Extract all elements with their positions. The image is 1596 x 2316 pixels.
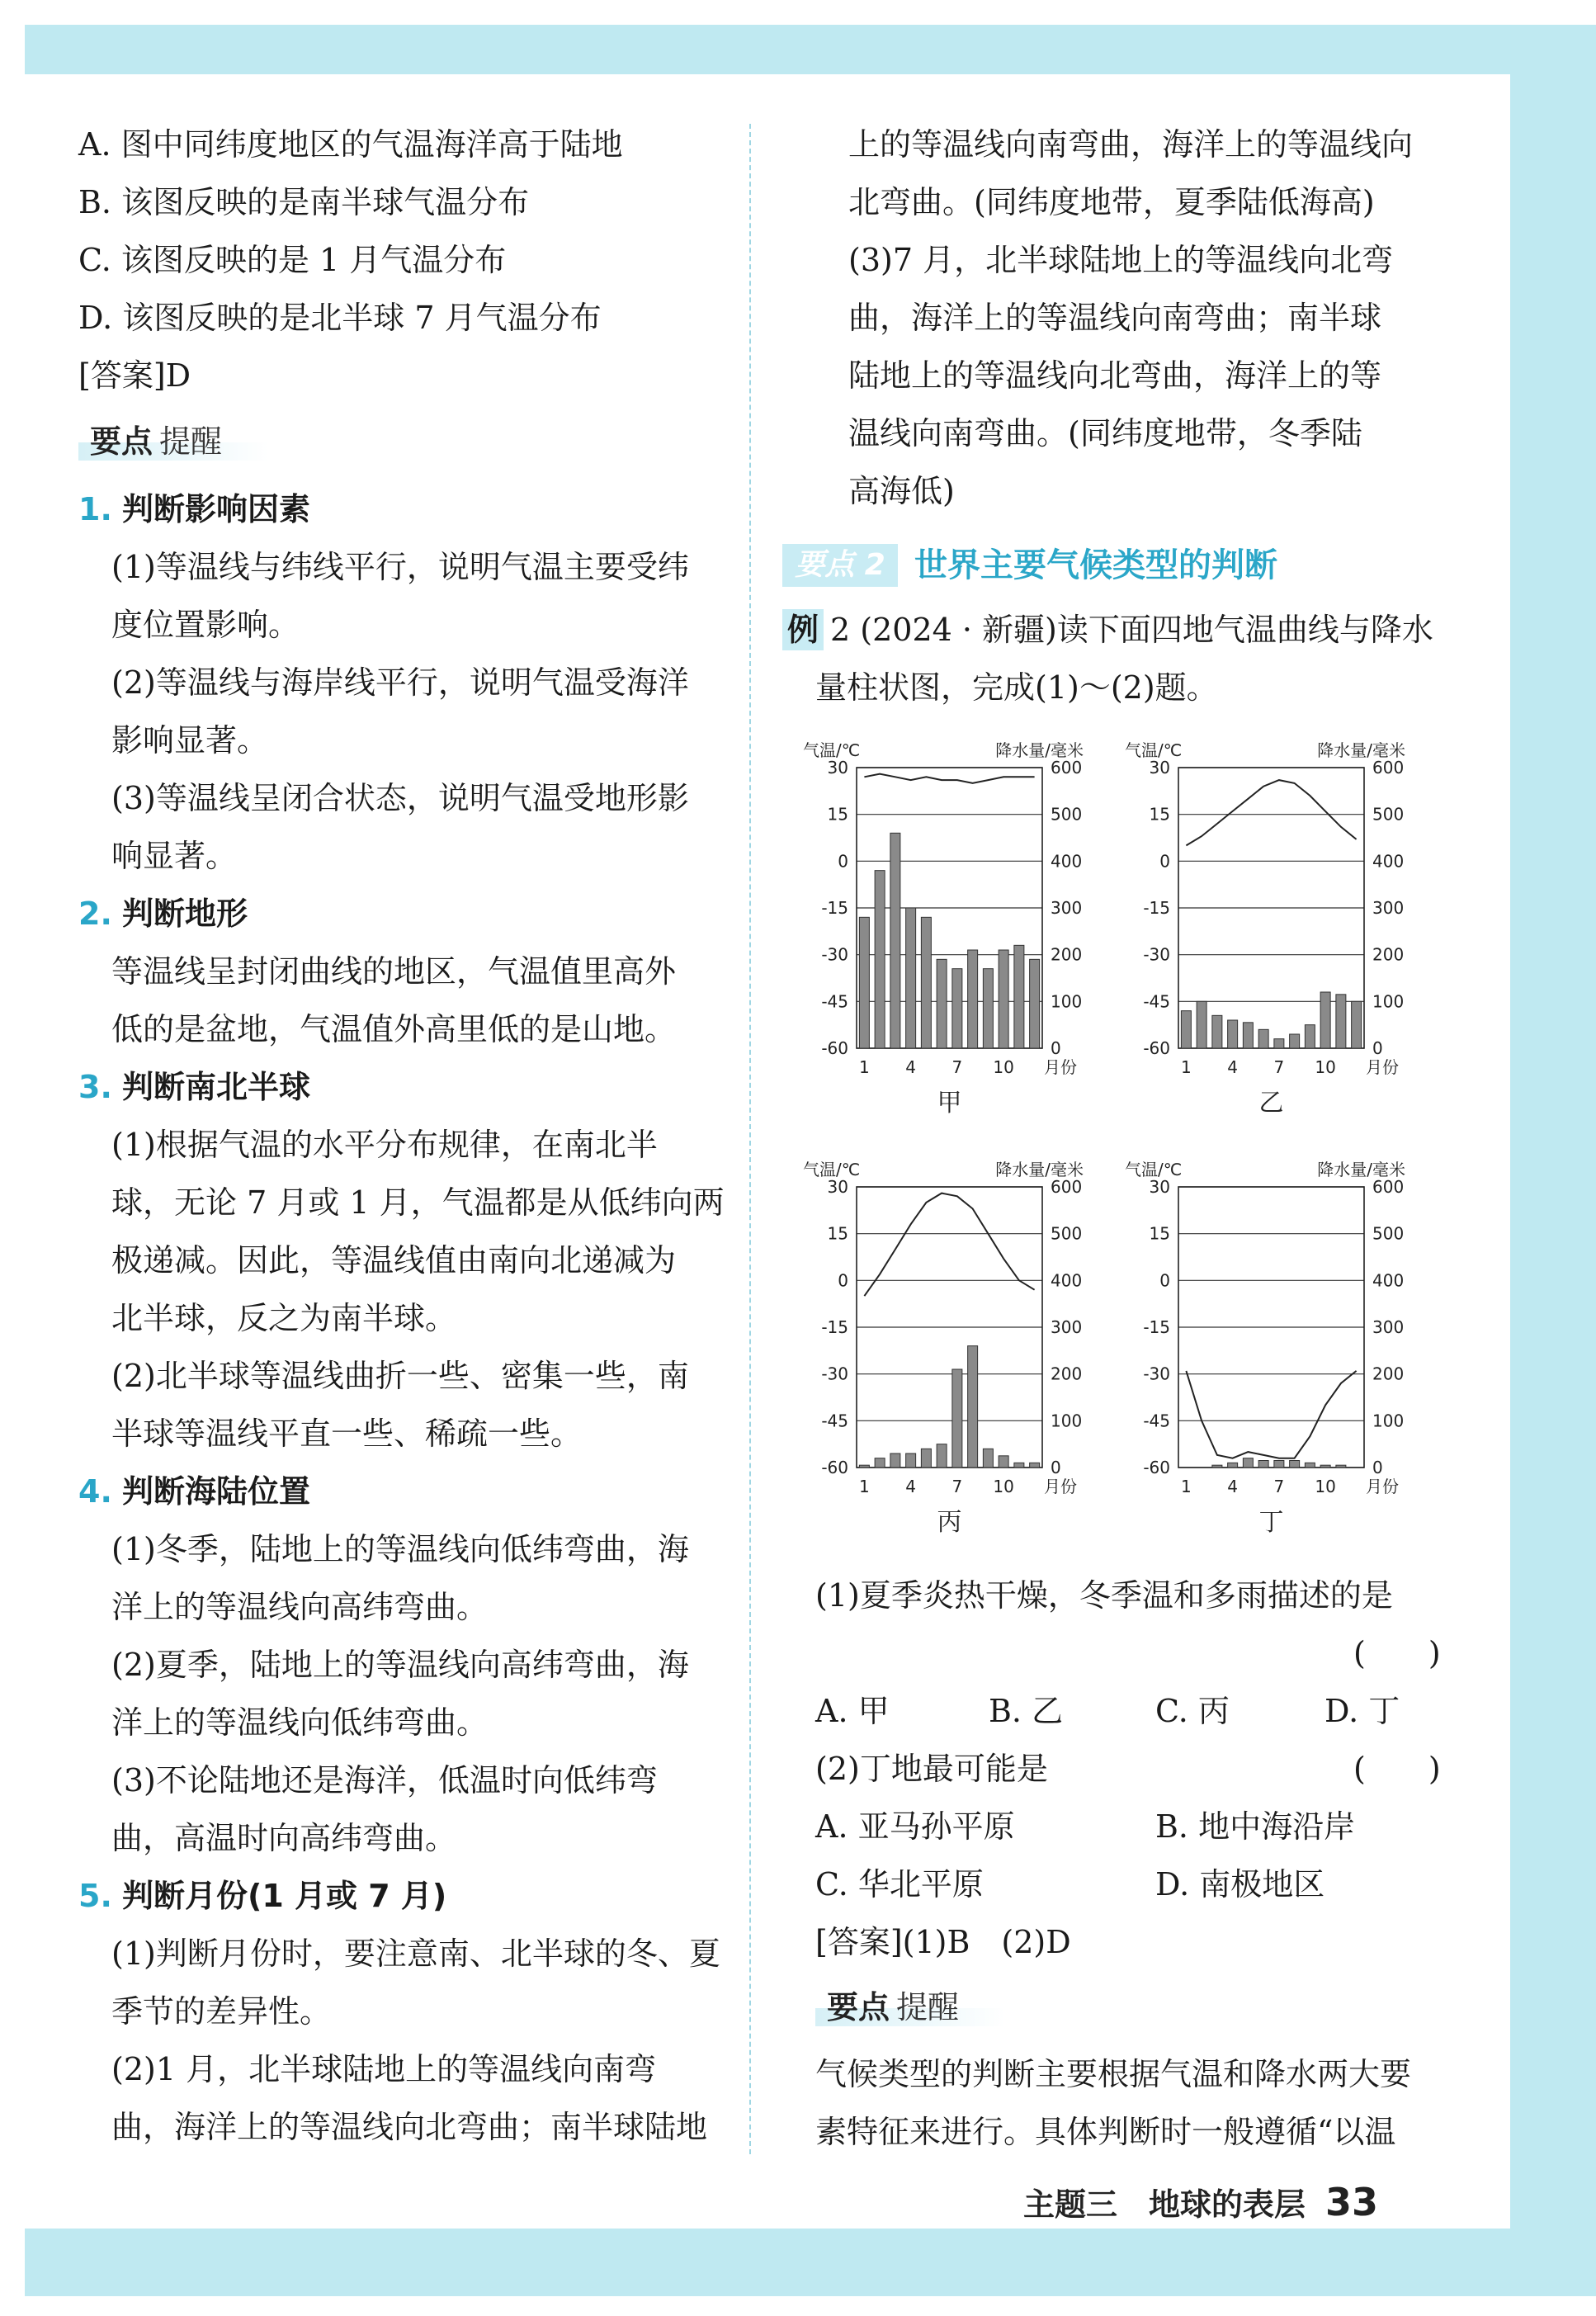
precip-tick-label: 300 bbox=[1051, 898, 1083, 918]
precip-tick-label: 600 bbox=[1372, 1177, 1405, 1197]
precip-tick-label: 500 bbox=[1372, 1223, 1405, 1244]
precip-bar bbox=[999, 950, 1008, 1048]
precip-tick-label: 600 bbox=[1051, 1177, 1083, 1197]
section-heading: 5. 判断月份(1 月或 7 月) bbox=[78, 1878, 447, 1914]
x-tick-label: 7 bbox=[951, 1057, 963, 1077]
precip-bar bbox=[1243, 1458, 1253, 1468]
temp-tick-label: 15 bbox=[1149, 1223, 1170, 1244]
temp-tick-label: -60 bbox=[821, 1038, 848, 1058]
precip-tick-label: 400 bbox=[1051, 851, 1083, 872]
q1-option-d: D. 丁 bbox=[1324, 1693, 1400, 1729]
precip-tick-label: 400 bbox=[1051, 1270, 1083, 1291]
temp-tick-label: 30 bbox=[1149, 758, 1170, 778]
temperature-curve bbox=[1186, 1371, 1356, 1458]
precip-bar bbox=[1352, 1001, 1362, 1048]
temp-tick-label: 30 bbox=[1149, 1177, 1170, 1197]
precip-tick-label: 200 bbox=[1051, 944, 1083, 965]
precip-bar bbox=[921, 1449, 931, 1468]
right-line: 温线向南弯曲。(同纬度地带，冬季陆 bbox=[848, 415, 1362, 451]
x-tick-label: 10 bbox=[1315, 1057, 1336, 1077]
precip-bar bbox=[1274, 1461, 1284, 1468]
q2-option-d: D. 南极地区 bbox=[1155, 1866, 1325, 1902]
x-tick-label: 7 bbox=[1273, 1477, 1285, 1496]
x-tick-label: 7 bbox=[951, 1477, 963, 1496]
precip-tick-label: 0 bbox=[1051, 1458, 1061, 1477]
key-point-2-header bbox=[782, 541, 1500, 590]
temp-tick-label: 15 bbox=[827, 1223, 848, 1244]
precip-tick-label: 100 bbox=[1051, 1411, 1083, 1431]
answer-right: [答案](1)B (2)D bbox=[815, 1924, 1071, 1960]
section-heading: 2. 判断地形 bbox=[78, 896, 248, 932]
temp-tick-label: 0 bbox=[1159, 851, 1170, 872]
precip-bar bbox=[1014, 945, 1024, 1048]
temp-tick-label: -30 bbox=[1143, 944, 1170, 965]
page-number: 33 bbox=[1325, 2180, 1379, 2224]
x-tick-label: 1 bbox=[1181, 1057, 1192, 1077]
chart-title: 丙 bbox=[937, 1508, 962, 1537]
precip-bar bbox=[875, 1458, 885, 1468]
section-line: 洋上的等温线向低纬弯曲。 bbox=[111, 1704, 489, 1741]
x-tick-label: 1 bbox=[859, 1057, 870, 1077]
precip-bar bbox=[859, 917, 869, 1048]
answer-text: [答案]D bbox=[78, 357, 191, 394]
precip-bar bbox=[1014, 1463, 1024, 1468]
page-border-bottom bbox=[0, 2296, 1596, 2316]
footer-title: 主题三 地球的表层 bbox=[1023, 2186, 1306, 2223]
temperature-curve bbox=[864, 774, 1034, 783]
section-heading: 4. 判断海陆位置 bbox=[78, 1473, 310, 1510]
precip-bar bbox=[1336, 995, 1346, 1048]
precip-bar bbox=[1212, 1015, 1222, 1048]
temp-tick-label: -30 bbox=[1143, 1364, 1170, 1384]
section-line: (2)等温线与海岸线平行，说明气温受海洋 bbox=[111, 664, 689, 701]
section-line: 季节的差异性。 bbox=[111, 1993, 332, 2030]
temp-tick-label: -60 bbox=[821, 1458, 848, 1477]
section-line: (1)判断月份时，要注意南、北半球的冬、夏 bbox=[111, 1936, 720, 1972]
temp-axis-title: 气温/℃ bbox=[1125, 740, 1183, 760]
precip-axis-title: 降水量/毫米 bbox=[1317, 740, 1405, 760]
temp-tick-label: -45 bbox=[1143, 991, 1170, 1012]
section-line: (1)等温线与纬线平行，说明气温主要受纬 bbox=[111, 549, 689, 585]
precip-bar bbox=[859, 1465, 869, 1468]
right-line: 高海低) bbox=[848, 473, 955, 509]
precip-tick-label: 300 bbox=[1372, 898, 1405, 918]
precip-tick-label: 200 bbox=[1372, 1364, 1405, 1384]
precip-bar bbox=[1258, 1029, 1268, 1048]
section-line: 等温线呈封闭曲线的地区，气温值里高外 bbox=[111, 953, 677, 990]
section-line: 响显著。 bbox=[111, 838, 238, 874]
x-axis-title: 月份 bbox=[1044, 1477, 1077, 1496]
example-badge: 例 bbox=[782, 609, 824, 650]
section-line: 北半球，反之为南半球。 bbox=[111, 1300, 457, 1336]
temp-axis-title: 气温/℃ bbox=[1125, 1160, 1183, 1179]
x-tick-label: 1 bbox=[1181, 1477, 1192, 1496]
temp-tick-label: 0 bbox=[1159, 1270, 1170, 1291]
x-tick-label: 4 bbox=[1227, 1477, 1238, 1496]
q2-option-a: A. 亚马孙平原 bbox=[815, 1808, 1015, 1845]
example-line-1: 例 2 (2024 · 新疆)读下面四地气温曲线与降水 bbox=[782, 609, 1433, 650]
precip-bar bbox=[952, 1369, 962, 1468]
precip-bar bbox=[1320, 992, 1330, 1048]
right-line: (3)7 月，北半球陆地上的等温线向北弯 bbox=[848, 242, 1394, 278]
tip-badge-left bbox=[78, 419, 268, 464]
tip-light: 提醒 bbox=[896, 1989, 960, 2025]
temp-axis-title: 气温/℃ bbox=[803, 1160, 861, 1179]
right-bottom-line: 素特征来进行。具体判断时一般遵循“以温 bbox=[815, 2114, 1396, 2150]
climate-charts bbox=[799, 735, 1443, 1552]
x-tick-label: 7 bbox=[1273, 1057, 1285, 1077]
temp-tick-label: -45 bbox=[1143, 1411, 1170, 1431]
q2-option-c: C. 华北平原 bbox=[815, 1866, 984, 1902]
precip-bar bbox=[983, 969, 993, 1048]
precip-bar bbox=[983, 1449, 993, 1468]
precip-tick-label: 400 bbox=[1372, 851, 1405, 872]
question-1: (1)夏季炎热干燥，冬季温和多雨描述的是 bbox=[815, 1577, 1393, 1614]
page-border-left bbox=[0, 0, 25, 2316]
tip-badge-right bbox=[815, 1985, 1005, 2030]
tip-light: 提醒 bbox=[159, 423, 223, 460]
precip-tick-label: 100 bbox=[1051, 991, 1083, 1012]
temp-tick-label: -30 bbox=[821, 944, 848, 965]
precip-bar bbox=[1197, 1001, 1206, 1048]
q1-option-a: A. 甲 bbox=[815, 1693, 890, 1729]
question-1-paren: ( ) bbox=[1353, 1635, 1441, 1671]
precip-bar bbox=[1228, 1020, 1238, 1048]
precip-bar bbox=[1243, 1023, 1253, 1048]
temperature-curve bbox=[1186, 780, 1356, 845]
precip-bar bbox=[1290, 1034, 1300, 1048]
section-heading: 3. 判断南北半球 bbox=[78, 1069, 310, 1105]
tip-bold: 要点 bbox=[827, 1989, 890, 2025]
temp-axis-title: 气温/℃ bbox=[803, 740, 861, 760]
option-d: D. 该图反映的是北半球 7 月气温分布 bbox=[78, 300, 602, 336]
x-tick-label: 10 bbox=[993, 1057, 1014, 1077]
precip-tick-label: 300 bbox=[1051, 1317, 1083, 1337]
x-axis-title: 月份 bbox=[1366, 1477, 1399, 1496]
section-line: 影响显著。 bbox=[111, 722, 269, 759]
precip-axis-title: 降水量/毫米 bbox=[995, 740, 1084, 760]
temp-tick-label: 15 bbox=[827, 804, 848, 825]
section-line: 半球等温线平直一些、稀疏一些。 bbox=[111, 1416, 583, 1452]
page-footer bbox=[1023, 2177, 1378, 2229]
x-tick-label: 4 bbox=[905, 1057, 916, 1077]
right-line: 北弯曲。(同纬度地带，夏季陆低海高) bbox=[848, 184, 1375, 220]
tip-bold: 要点 bbox=[90, 423, 153, 460]
chart-title: 甲 bbox=[937, 1089, 962, 1118]
precip-tick-label: 0 bbox=[1051, 1038, 1061, 1058]
question-2-paren: ( ) bbox=[1353, 1751, 1441, 1787]
precip-bar bbox=[906, 1453, 916, 1468]
temp-tick-label: 0 bbox=[838, 1270, 848, 1291]
key-point-title: 世界主要气候类型的判断 bbox=[914, 546, 1277, 584]
precip-bar bbox=[921, 917, 931, 1048]
precip-bar bbox=[968, 950, 978, 1048]
precip-bar bbox=[1030, 1463, 1040, 1468]
precip-bar bbox=[890, 833, 900, 1048]
x-axis-title: 月份 bbox=[1044, 1057, 1077, 1077]
column-divider bbox=[749, 124, 751, 2154]
precip-axis-title: 降水量/毫米 bbox=[1317, 1160, 1405, 1179]
temp-tick-label: -60 bbox=[1143, 1458, 1170, 1477]
section-line: 曲，高温时向高纬弯曲。 bbox=[111, 1820, 457, 1856]
temp-tick-label: 30 bbox=[827, 1177, 848, 1197]
precip-tick-label: 500 bbox=[1051, 1223, 1083, 1244]
precip-bar bbox=[1228, 1463, 1238, 1468]
section-heading: 1. 判断影响因素 bbox=[78, 491, 310, 527]
right-line: 陆地上的等温线向北弯曲，海洋上的等 bbox=[848, 357, 1382, 394]
option-a: A. 图中同纬度地区的气温海洋高于陆地 bbox=[78, 126, 623, 163]
temp-tick-label: -60 bbox=[1143, 1038, 1170, 1058]
page-border-top bbox=[0, 0, 1596, 25]
key-point-tag: 要点 2 bbox=[782, 544, 898, 587]
temp-tick-label: 0 bbox=[838, 851, 848, 872]
precip-tick-label: 400 bbox=[1372, 1270, 1405, 1291]
x-tick-label: 10 bbox=[1315, 1477, 1336, 1496]
precip-tick-label: 500 bbox=[1372, 804, 1405, 825]
section-line: 度位置影响。 bbox=[111, 607, 300, 643]
temp-tick-label: -15 bbox=[821, 1317, 848, 1337]
section-line: 球，无论 7 月或 1 月，气温都是从低纬向两 bbox=[111, 1184, 725, 1221]
precip-tick-label: 100 bbox=[1372, 1411, 1405, 1431]
temp-tick-label: -45 bbox=[821, 991, 848, 1012]
precip-tick-label: 600 bbox=[1372, 758, 1405, 778]
precip-bar bbox=[937, 1444, 947, 1468]
question-2: (2)丁地最可能是 bbox=[815, 1751, 1048, 1787]
precip-bar bbox=[875, 871, 885, 1048]
section-line: (1)根据气温的水平分布规律，在南北半 bbox=[111, 1127, 658, 1163]
precip-bar bbox=[937, 959, 947, 1048]
x-tick-label: 1 bbox=[859, 1477, 870, 1496]
q1-option-b: B. 乙 bbox=[989, 1693, 1064, 1729]
section-line: (1)冬季，陆地上的等温线向低纬弯曲，海 bbox=[111, 1531, 689, 1567]
precip-bar bbox=[968, 1346, 978, 1468]
temp-tick-label: -15 bbox=[1143, 898, 1170, 918]
example-line-2: 量柱状图，完成(1)～(2)题。 bbox=[815, 669, 1218, 706]
section-line: (3)等温线呈闭合状态，说明气温受地形影 bbox=[111, 780, 689, 816]
precip-bar bbox=[890, 1453, 900, 1468]
precip-bar bbox=[1305, 1463, 1315, 1468]
precip-bar bbox=[1336, 1465, 1346, 1468]
precip-tick-label: 200 bbox=[1051, 1364, 1083, 1384]
precip-bar bbox=[999, 1456, 1008, 1468]
precip-tick-label: 0 bbox=[1372, 1038, 1383, 1058]
precip-axis-title: 降水量/毫米 bbox=[995, 1160, 1084, 1179]
temp-tick-label: -30 bbox=[821, 1364, 848, 1384]
precip-tick-label: 100 bbox=[1372, 991, 1405, 1012]
temp-tick-label: 15 bbox=[1149, 804, 1170, 825]
section-line: (2)北半球等温线曲折一些、密集一些，南 bbox=[111, 1358, 689, 1394]
x-axis-title: 月份 bbox=[1366, 1057, 1399, 1077]
chart-title: 乙 bbox=[1258, 1089, 1284, 1118]
precip-bar bbox=[1320, 1465, 1330, 1468]
section-line: (3)不论陆地还是海洋，低温时向低纬弯 bbox=[111, 1762, 658, 1798]
section-line: 极递减。因此，等温线值由南向北递减为 bbox=[111, 1242, 677, 1279]
x-tick-label: 4 bbox=[1227, 1057, 1238, 1077]
temp-tick-label: -45 bbox=[821, 1411, 848, 1431]
option-c: C. 该图反映的是 1 月气温分布 bbox=[78, 242, 507, 278]
option-b: B. 该图反映的是南半球气温分布 bbox=[78, 184, 530, 220]
precip-bar bbox=[906, 908, 916, 1048]
q1-option-c: C. 丙 bbox=[1155, 1693, 1230, 1729]
precip-bar bbox=[1305, 1025, 1315, 1048]
chart-title: 丁 bbox=[1258, 1508, 1284, 1537]
precip-bar bbox=[952, 969, 962, 1048]
right-line: 上的等温线向南弯曲，海洋上的等温线向 bbox=[848, 126, 1414, 163]
section-line: (2)夏季，陆地上的等温线向高纬弯曲，海 bbox=[111, 1647, 689, 1683]
precip-tick-label: 300 bbox=[1372, 1317, 1405, 1337]
section-line: 低的是盆地，气温值外高里低的是山地。 bbox=[111, 1011, 677, 1047]
x-tick-label: 4 bbox=[905, 1477, 916, 1496]
precip-bar bbox=[1030, 959, 1040, 1048]
right-line: 曲，海洋上的等温线向南弯曲；南半球 bbox=[848, 300, 1382, 336]
temp-tick-label: -15 bbox=[1143, 1317, 1170, 1337]
section-line: (2)1 月，北半球陆地上的等温线向南弯 bbox=[111, 2051, 657, 2087]
x-tick-label: 10 bbox=[993, 1477, 1014, 1496]
precip-bar bbox=[1212, 1465, 1222, 1468]
precip-bar bbox=[1274, 1039, 1284, 1048]
section-line: 曲，海洋上的等温线向北弯曲；南半球陆地 bbox=[111, 2109, 708, 2145]
temp-tick-label: -15 bbox=[821, 898, 848, 918]
q2-option-b: B. 地中海沿岸 bbox=[1155, 1808, 1356, 1845]
section-line: 洋上的等温线向高纬弯曲。 bbox=[111, 1589, 489, 1625]
precip-bar bbox=[1290, 1461, 1300, 1468]
precip-bar bbox=[1181, 1011, 1191, 1048]
precip-tick-label: 200 bbox=[1372, 944, 1405, 965]
precip-tick-label: 600 bbox=[1051, 758, 1083, 778]
temp-tick-label: 30 bbox=[827, 758, 848, 778]
right-bottom-line: 气候类型的判断主要根据气温和降水两大要 bbox=[815, 2056, 1412, 2092]
precip-tick-label: 0 bbox=[1372, 1458, 1383, 1477]
precip-bar bbox=[1258, 1461, 1268, 1468]
precip-tick-label: 500 bbox=[1051, 804, 1083, 825]
